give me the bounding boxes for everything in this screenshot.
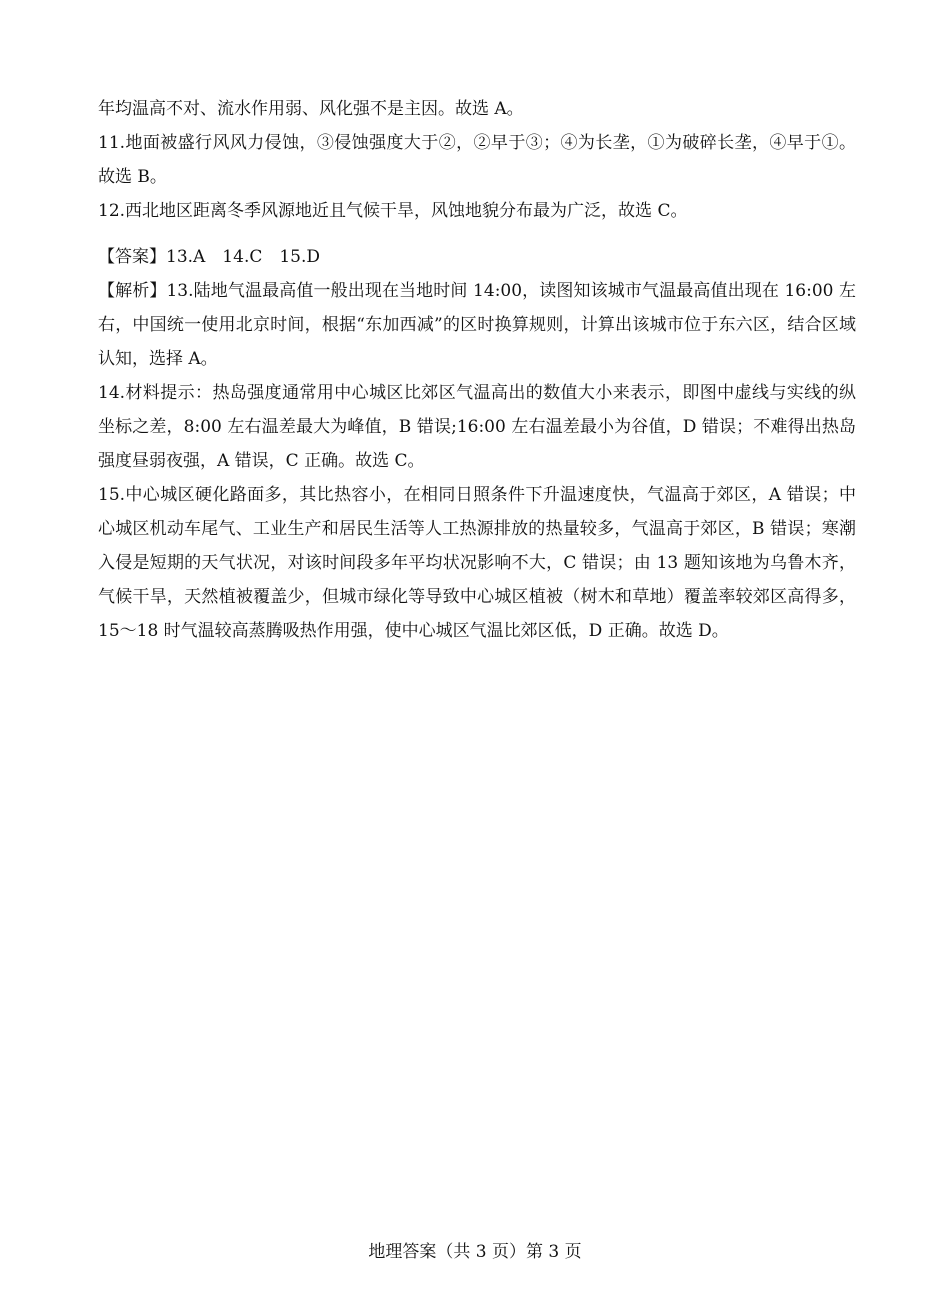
paragraph-q14: 14.材料提示：热岛强度通常用中心城区比郊区气温高出的数值大小来表示，即图中虚线与实线的纵坐标之差，8:00 左右温差最大为峰值，B 错误;16:00 左右温差最小为谷值，D 错误；不难得出热岛强度昼弱夜强，A 错误，C 正确。故选 C。	[98, 383, 856, 471]
paragraph-q12: 12.西北地区距离冬季风源地近且气候干旱，风蚀地貌分布最为广泛，故选 C。	[98, 201, 688, 221]
answer-content	[98, 92, 856, 648]
paragraph-q10-end: 年均温高不对、流水作用弱、风化强不是主因。故选 A。	[98, 99, 524, 119]
paragraph-q13: 【解析】13.陆地气温最高值一般出现在当地时间 14:00，读图知该城市气温最高值出现在 16:00 左右，中国统一使用北京时间，根据“东加西减”的区时换算规则，计算出该城市位于东六区，结合区域认知，选择 A。	[98, 281, 856, 369]
paragraph-q15: 15.中心城区硬化路面多，其比热容小，在相同日照条件下升温速度快，气温高于郊区，A 错误；中心城区机动车尾气、工业生产和居民生活等人工热源排放的热量较多，气温高于郊区，B 错误；寒潮入侵是短期的天气状况，对该时间段多年平均状况影响不大，C 错误；由 13 题知该地为乌鲁木齐，气候干旱，天然植被覆盖少，但城市绿化等导致中心城区植被（树木和草地）覆盖率较郊区高得多，15～18 时气温较高蒸腾吸热作用强，使中心城区气温比郊区低，D 正确。故选 D。	[98, 485, 856, 641]
paragraph-q11: 11.地面被盛行风风力侵蚀，③侵蚀强度大于②，②早于③；④为长垄，①为破碎长垄，④早于①。故选 B。	[98, 133, 856, 187]
answer-key-13-15: 【答案】13.A 14.C 15.D	[98, 247, 321, 267]
section-gap	[98, 228, 856, 240]
page-footer: 地理答案（共 3 页）第 3 页	[368, 1242, 582, 1262]
